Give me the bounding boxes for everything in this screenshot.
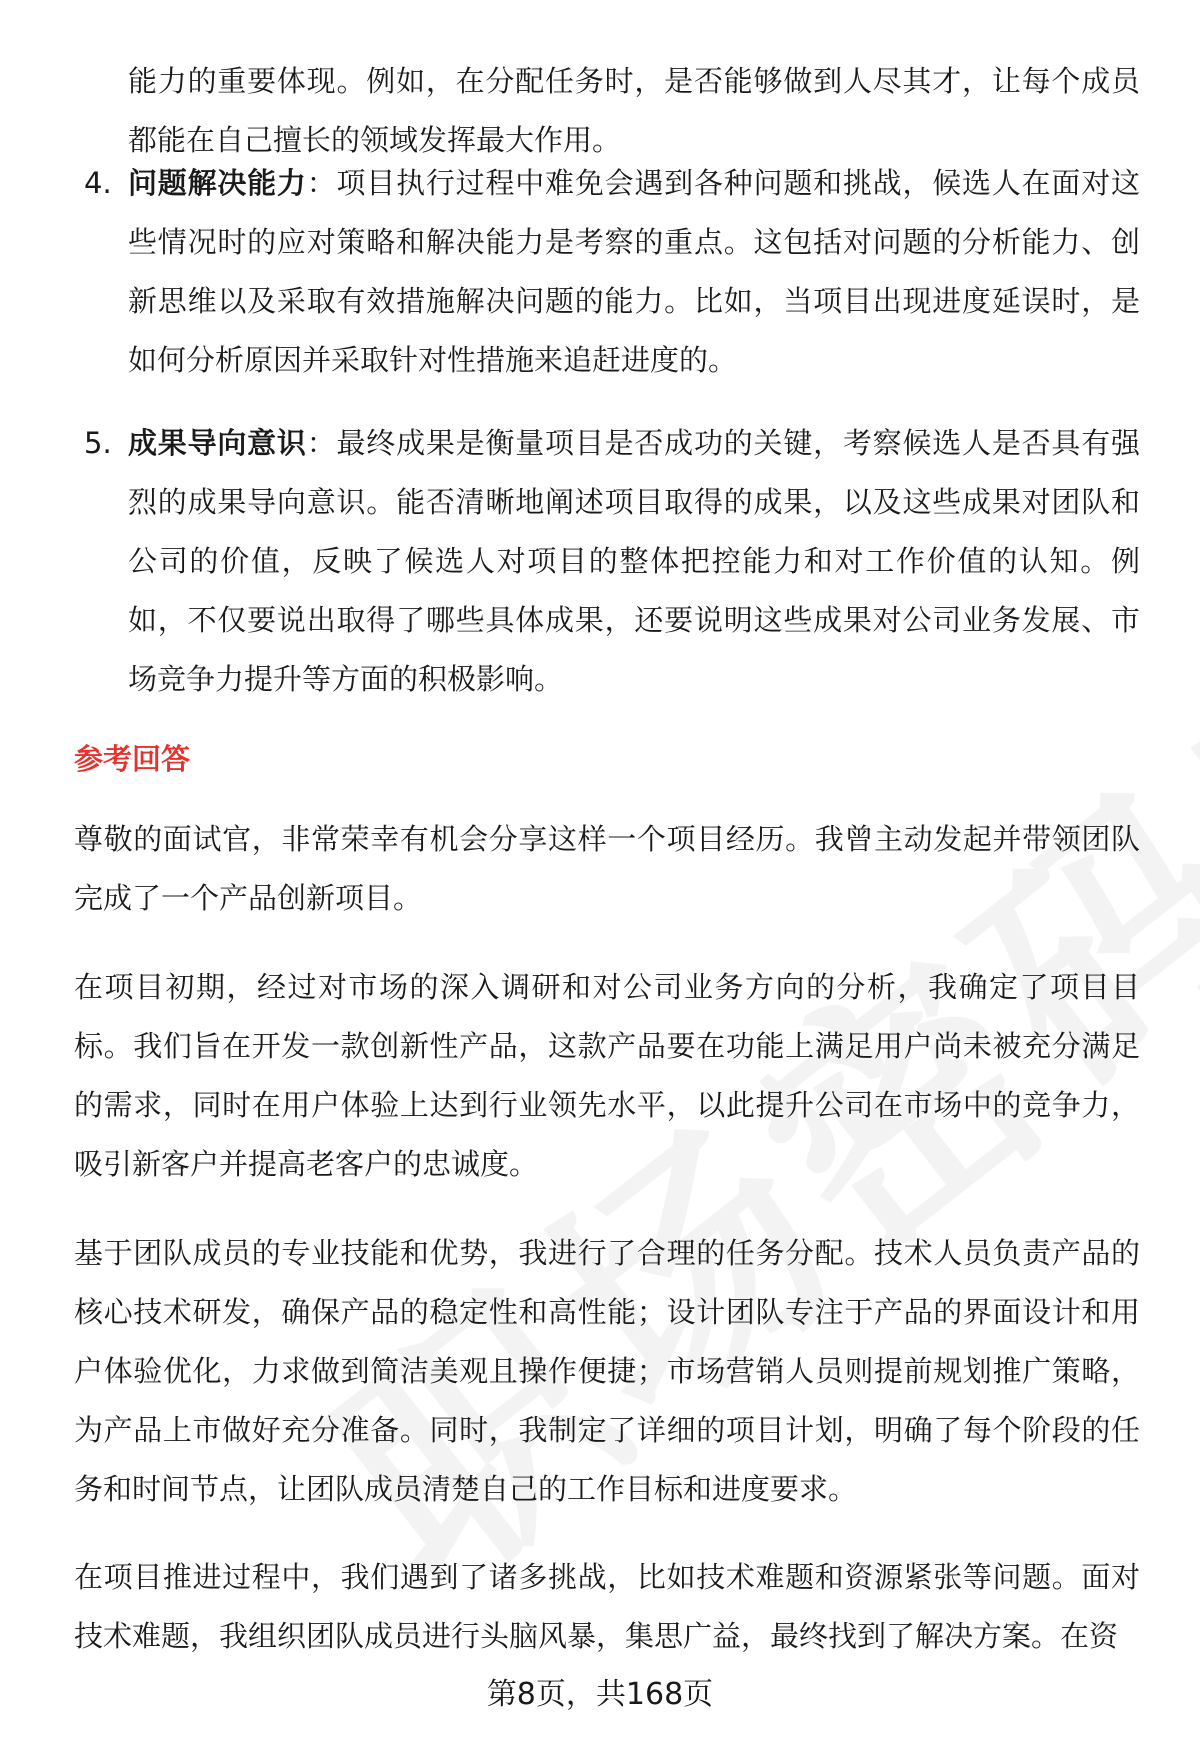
page-number: 第8页，共168页 bbox=[486, 1677, 714, 1712]
list-number: 5. bbox=[84, 426, 112, 460]
section-heading: 参考回答 bbox=[74, 742, 191, 776]
list-item bbox=[128, 414, 1140, 709]
list-item-term: 成果导向意识 bbox=[128, 426, 307, 460]
paragraph: 在项目推进过程中，我们遇到了诸多挑战，比如技术难题和资源紧张等问题。面对技术难题，我组织团队成员进行头脑风暴，集思广益，最终找到了解决方案。在资 bbox=[74, 1560, 1140, 1653]
list-number: 4. bbox=[84, 166, 112, 200]
paragraph: 基于团队成员的专业技能和优势，我进行了合理的任务分配。技术人员负责产品的核心技术研发，确保产品的稳定性和高性能；设计团队专注于产品的界面设计和用户体验优化，力求做到简洁美观且操作便捷；市场营销人员则提前规划推广策略，为产品上市做好充分准备。同时，我制定了详细的项目计划，明确了每个阶段的任务和时间节点，让团队成员清楚自己的工作目标和进度要求。 bbox=[74, 1236, 1140, 1506]
list-item-term: 问题解决能力 bbox=[128, 166, 307, 200]
paragraph: 在项目初期，经过对市场的深入调研和对公司业务方向的分析，我确定了项目目标。我们旨在开发一款创新性产品，这款产品要在功能上满足用户尚未被充分满足的需求，同时在用户体验上达到行业领先水平，以此提升公司在市场中的竞争力，吸引新客户并提高老客户的忠诚度。 bbox=[74, 970, 1140, 1181]
paragraph: 尊敬的面试官，非常荣幸有机会分享这样一个项目经历。我曾主动发起并带领团队完成了一个产品创新项目。 bbox=[74, 822, 1140, 915]
list-item-text: ：项目执行过程中难免会遇到各种问题和挑战，候选人在面对这些情况时的应对策略和解决能力是考察的重点。这包括对问题的分析能力、创新思维以及采取有效措施解决问题的能力。比如，当项目出现进度延误时，是如何分析原因并采取针对性措施来追赶进度的。 bbox=[128, 166, 1140, 377]
list-item-text: ：最终成果是衡量项目是否成功的关键，考察候选人是否具有强烈的成果导向意识。能否清晰地阐述项目取得的成果，以及这些成果对团队和公司的价值，反映了候选人对项目的整体把控能力和对工作价值的认知。例如，不仅要说出取得了哪些具体成果，还要说明这些成果对公司业务发展、市场竞争力提升等方面的积极影响。 bbox=[128, 426, 1140, 696]
list-item bbox=[128, 154, 1140, 390]
list-item-continuation: 能力的重要体现。例如，在分配任务时，是否能够做到人尽其才，让每个成员都能在自己擅长的领域发挥最大作用。 bbox=[128, 64, 1140, 157]
